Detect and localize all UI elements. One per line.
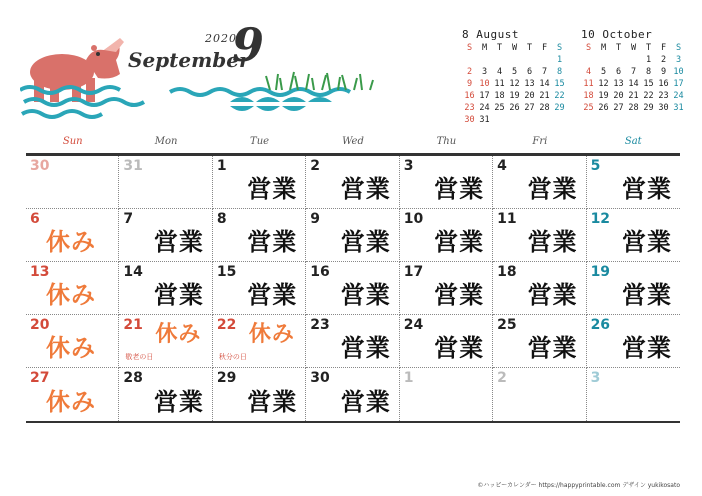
day-number: 24: [403, 317, 424, 333]
hippo-illustration: [20, 30, 380, 125]
open-label: 営業: [622, 281, 672, 309]
mini-weekday: T: [615, 43, 622, 53]
mini-blank: [492, 54, 507, 66]
mini-blank: [477, 54, 492, 66]
mini-day: 22: [643, 91, 654, 101]
open-label: 営業: [434, 228, 485, 256]
open-label: 営業: [340, 334, 391, 362]
mini-calendar-grid: [581, 42, 693, 114]
mini-weekday: F: [660, 43, 667, 53]
day-number: 8: [216, 211, 227, 227]
mini-day: 24: [673, 91, 684, 101]
day-number: 29: [216, 370, 237, 386]
mini-day: 28: [628, 103, 639, 113]
day-number: 11: [497, 211, 517, 227]
mini-day: 10: [673, 67, 684, 77]
mini-blank: [522, 54, 537, 66]
open-label: 営業: [340, 228, 391, 256]
mini-day: 20: [613, 91, 624, 101]
day-number: 27: [30, 370, 50, 386]
day-cell[interactable]: [400, 315, 493, 368]
mini-day: 1: [556, 55, 563, 65]
closed-label: 休み: [46, 334, 96, 362]
calendar-bottom-rule: [26, 421, 680, 423]
mini-day: 29: [643, 103, 654, 113]
calendar-year: 2020: [205, 32, 237, 45]
mini-day: 8: [556, 67, 563, 77]
day-cell[interactable]: [587, 315, 680, 368]
mini-day: 5: [600, 67, 607, 77]
holiday-name: 秋分の日: [218, 353, 247, 361]
mini-day: 10: [479, 79, 490, 89]
day-cell[interactable]: [400, 262, 493, 315]
mini-day: 18: [583, 91, 594, 101]
open-label: 営業: [153, 281, 204, 309]
mini-day: 19: [598, 91, 609, 101]
day-number: 30: [30, 158, 50, 174]
mini-day: 12: [598, 79, 609, 89]
mini-day: 20: [524, 91, 535, 101]
day-number: 18: [497, 264, 517, 280]
open-label: 営業: [434, 281, 485, 309]
mini-day: 11: [583, 79, 594, 89]
mini-day: 11: [494, 79, 505, 89]
mini-day: 13: [524, 79, 535, 89]
weekday-mon: Mon: [154, 136, 178, 147]
footer-credit: ©ハッピーカレンダー https://happyprintable.com デザイン yukikosato: [477, 482, 680, 489]
mini-weekday: S: [585, 43, 592, 53]
mini-day: 13: [613, 79, 624, 89]
mini-day: 15: [643, 79, 654, 89]
day-cell[interactable]: [119, 315, 212, 368]
day-number: 2: [497, 370, 507, 386]
day-cell[interactable]: [26, 209, 119, 262]
weekday-fri: Fri: [532, 136, 548, 147]
day-number: 7: [123, 211, 134, 227]
day-cell[interactable]: [306, 156, 399, 209]
day-number: 2: [310, 158, 321, 174]
day-number: 1: [216, 158, 227, 174]
closed-label: 休み: [46, 281, 96, 309]
day-number: 20: [30, 317, 50, 333]
day-number: 16: [310, 264, 330, 280]
grass-icon: [266, 72, 373, 90]
mini-calendar-grid: [462, 42, 574, 126]
water-shapes: [230, 97, 332, 111]
day-number: 25: [497, 317, 517, 333]
weekday-tue: Tue: [250, 136, 270, 147]
mini-day: 31: [479, 115, 490, 125]
day-cell[interactable]: [400, 368, 493, 421]
closed-label: 休み: [155, 322, 202, 347]
mini-day: 25: [494, 103, 505, 113]
mini-day: 3: [481, 67, 488, 77]
mini-weekday: S: [675, 43, 682, 53]
weekday-header: [26, 136, 680, 152]
mini-weekday: F: [541, 43, 548, 53]
mini-blank: [626, 54, 641, 66]
day-number: 31: [123, 158, 143, 174]
day-cell[interactable]: [213, 209, 306, 262]
mini-day: 9: [466, 79, 473, 89]
mini-calendar-title: 8 August: [462, 28, 519, 41]
mini-weekday: T: [526, 43, 533, 53]
day-cell[interactable]: [306, 209, 399, 262]
day-cell[interactable]: [493, 262, 586, 315]
open-label: 営業: [434, 175, 485, 203]
mini-day: 15: [554, 79, 565, 89]
day-cell[interactable]: [587, 262, 680, 315]
mini-day: 23: [658, 91, 669, 101]
mini-day: 4: [585, 67, 592, 77]
open-label: 営業: [527, 228, 578, 256]
mini-day: 21: [628, 91, 639, 101]
mini-day: 7: [541, 67, 548, 77]
day-cell[interactable]: [587, 156, 680, 209]
mini-day: 17: [479, 91, 490, 101]
day-number: 14: [123, 264, 143, 280]
mini-day: 7: [630, 67, 637, 77]
mini-day: 22: [554, 91, 565, 101]
day-cell[interactable]: [400, 156, 493, 209]
day-cell[interactable]: [493, 315, 586, 368]
day-cell[interactable]: [493, 209, 586, 262]
open-label: 営業: [340, 175, 391, 203]
open-label: 営業: [153, 388, 204, 416]
mini-weekday: M: [600, 43, 607, 53]
mini-weekday: W: [630, 43, 637, 53]
mini-day: 30: [464, 115, 475, 125]
open-label: 営業: [622, 334, 672, 362]
day-cell[interactable]: [306, 315, 399, 368]
open-label: 営業: [247, 228, 298, 256]
mini-day: 23: [464, 103, 475, 113]
mini-day: 25: [583, 103, 594, 113]
mini-weekday: T: [645, 43, 652, 53]
day-number: 15: [216, 264, 237, 280]
mini-day: 1: [645, 55, 652, 65]
mini-day: 2: [466, 67, 473, 77]
weekday-sat: Sat: [624, 136, 642, 147]
day-number: 10: [403, 211, 424, 227]
day-cell[interactable]: [213, 315, 306, 368]
open-label: 営業: [247, 175, 298, 203]
mini-weekday: M: [481, 43, 488, 53]
day-cell[interactable]: [26, 315, 119, 368]
mini-day: 6: [615, 67, 622, 77]
mini-day: 16: [658, 79, 669, 89]
day-number: 5: [590, 158, 601, 174]
day-number: 19: [590, 264, 611, 280]
mini-blank: [462, 54, 477, 66]
day-number: 23: [310, 317, 330, 333]
calendar-grid: [26, 156, 680, 421]
day-number: 4: [497, 158, 507, 174]
open-label: 営業: [340, 388, 391, 416]
mini-day: 8: [645, 67, 652, 77]
day-cell[interactable]: [119, 209, 212, 262]
day-number: 30: [310, 370, 330, 386]
day-cell[interactable]: [119, 262, 212, 315]
mini-day: 18: [494, 91, 505, 101]
open-label: 営業: [434, 334, 485, 362]
open-label: 営業: [622, 228, 672, 256]
day-cell[interactable]: [213, 156, 306, 209]
day-number: 3: [590, 370, 601, 386]
mini-weekday: T: [496, 43, 503, 53]
closed-label: 休み: [248, 322, 295, 347]
mini-day: 6: [526, 67, 533, 77]
mini-day: 28: [539, 103, 550, 113]
mini-day: 12: [509, 79, 520, 89]
day-cell[interactable]: [26, 262, 119, 315]
mini-weekday: W: [511, 43, 518, 53]
day-cell[interactable]: [213, 368, 306, 421]
open-label: 営業: [340, 281, 391, 309]
mini-day: 26: [598, 103, 609, 113]
day-number: 21: [123, 317, 143, 333]
mini-blank: [537, 54, 552, 66]
day-cell[interactable]: [587, 368, 680, 421]
calendar-month-name: September: [128, 48, 250, 72]
mini-day: 5: [511, 67, 518, 77]
day-number: 12: [590, 211, 611, 227]
mini-weekday: S: [556, 43, 563, 53]
day-cell[interactable]: [400, 209, 493, 262]
day-number: 1: [403, 370, 414, 386]
mini-day: 14: [539, 79, 550, 89]
calendar-month-number: 9: [232, 18, 265, 72]
open-label: 営業: [527, 175, 578, 203]
mini-day: 4: [496, 67, 503, 77]
mini-day: 31: [673, 103, 684, 113]
day-number: 9: [310, 211, 321, 227]
mini-day: 2: [660, 55, 667, 65]
mini-day: 17: [673, 79, 684, 89]
day-number: 3: [403, 158, 414, 174]
weekday-wed: Wed: [342, 136, 364, 147]
mini-blank: [581, 54, 596, 66]
day-cell[interactable]: [306, 262, 399, 315]
mini-calendar-title: 10 October: [581, 28, 653, 41]
mini-day: 21: [539, 91, 550, 101]
mini-day: 16: [464, 91, 475, 101]
mini-day: 3: [675, 55, 682, 65]
holiday-name: 敬老の日: [125, 353, 154, 361]
day-cell[interactable]: [587, 209, 680, 262]
day-cell[interactable]: [493, 156, 586, 209]
mini-day: 27: [613, 103, 624, 113]
mini-day: 27: [524, 103, 535, 113]
day-cell[interactable]: [306, 368, 399, 421]
weekday-thu: Thu: [436, 136, 457, 147]
mini-blank: [596, 54, 611, 66]
closed-label: 休み: [46, 228, 96, 256]
mini-day: 9: [660, 67, 667, 77]
day-cell[interactable]: [119, 368, 212, 421]
day-number: 28: [123, 370, 143, 386]
day-cell[interactable]: [493, 368, 586, 421]
mini-day: 29: [554, 103, 565, 113]
open-label: 営業: [247, 281, 298, 309]
mini-weekday: S: [466, 43, 473, 53]
day-number: 6: [30, 211, 40, 227]
mini-day: 14: [628, 79, 639, 89]
weekday-sun: Sun: [62, 136, 83, 147]
closed-label: 休み: [46, 388, 96, 416]
open-label: 営業: [247, 388, 298, 416]
mini-day: 26: [509, 103, 520, 113]
day-number: 13: [30, 264, 50, 280]
day-number: 26: [590, 317, 611, 333]
day-cell[interactable]: [26, 368, 119, 421]
day-cell[interactable]: [213, 262, 306, 315]
mini-blank: [507, 54, 522, 66]
day-cell[interactable]: [26, 156, 119, 209]
open-label: 営業: [153, 228, 204, 256]
day-number: 22: [216, 317, 237, 333]
day-number: 17: [403, 264, 424, 280]
mini-calendar-august: [462, 28, 574, 126]
mini-blank: [611, 54, 626, 66]
day-cell[interactable]: [119, 156, 212, 209]
mini-day: 19: [509, 91, 520, 101]
open-label: 営業: [527, 281, 578, 309]
open-label: 営業: [527, 334, 578, 362]
open-label: 営業: [622, 175, 672, 203]
mini-day: 24: [479, 103, 490, 113]
mini-day: 30: [658, 103, 669, 113]
mini-calendar-october: [581, 28, 693, 114]
